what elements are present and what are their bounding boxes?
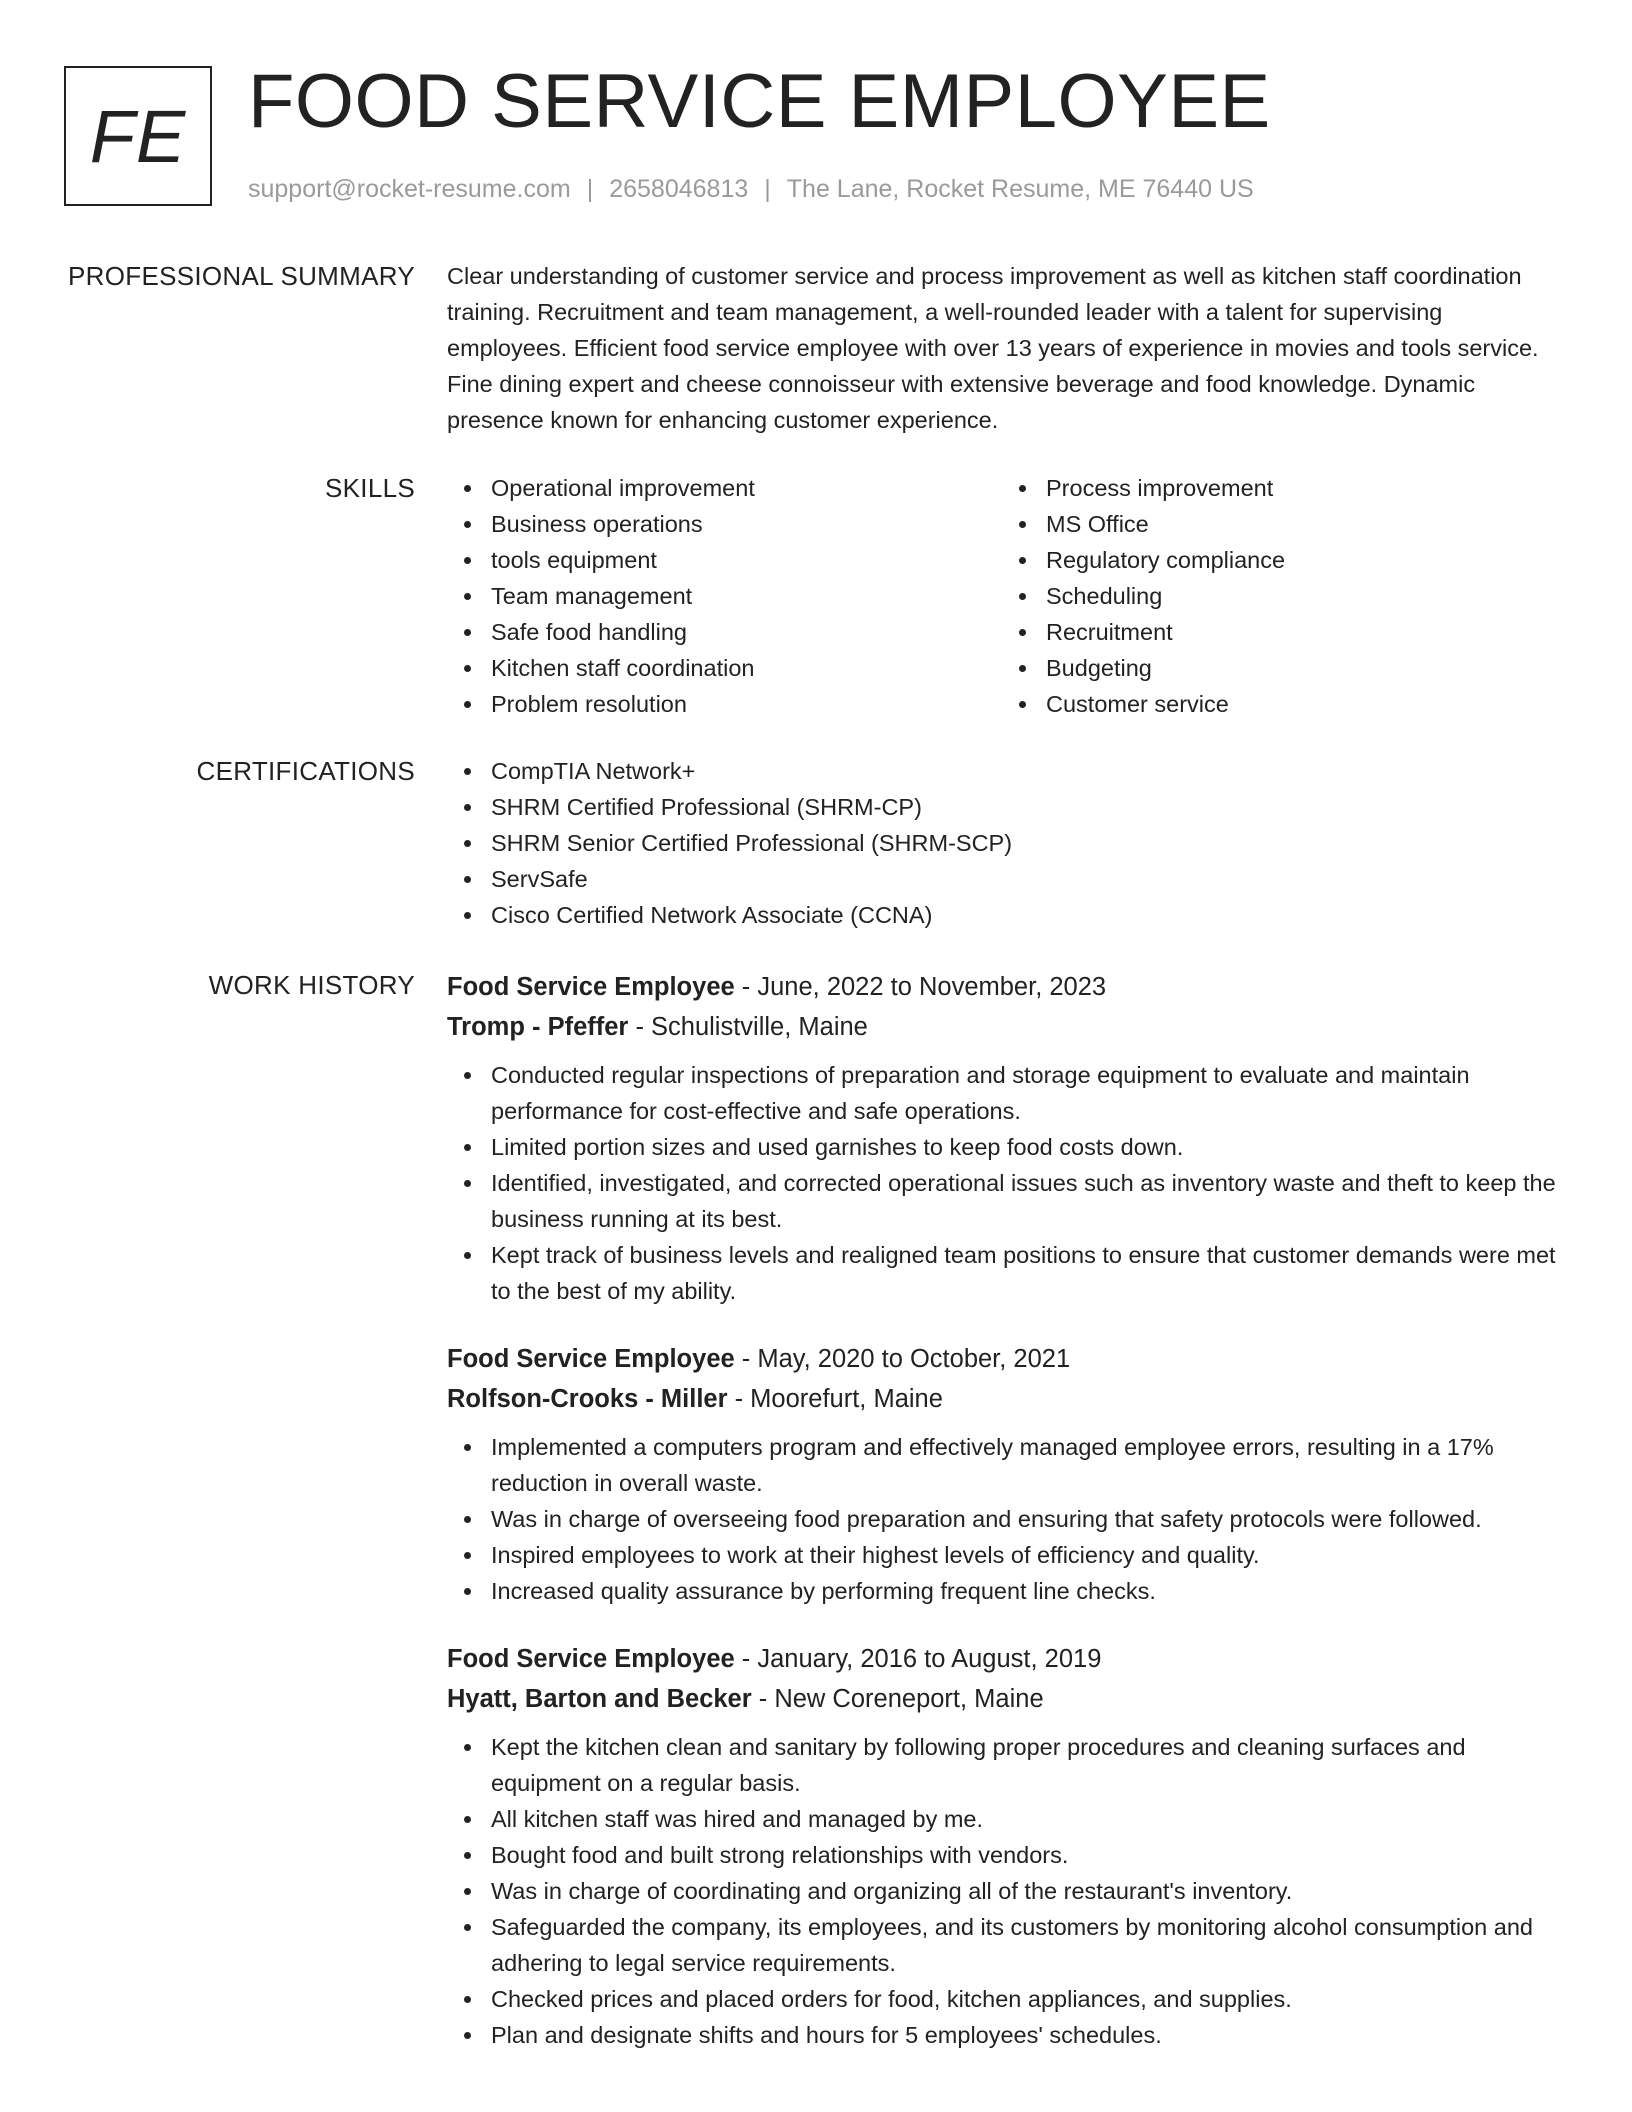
skill-item: Problem resolution	[491, 686, 1002, 722]
job-bullet: Identified, investigated, and corrected operational issues such as inventory waste and theft to keep the business running at its best.	[491, 1165, 1557, 1237]
job-title: Food Service Employee	[447, 973, 735, 1001]
job-company: Rolfson-Crooks - Miller	[447, 1385, 728, 1413]
work-history-list	[447, 967, 1557, 2053]
skill-item: Customer service	[1046, 686, 1557, 722]
skill-item: Recruitment	[1046, 614, 1557, 650]
job-bullet: Bought food and built strong relationships with vendors.	[491, 1837, 1557, 1873]
skill-item: Operational improvement	[491, 470, 1002, 506]
contact-email[interactable]: support@rocket-resume.com	[248, 175, 571, 203]
job-bullet: Was in charge of overseeing food preparation and ensuring that safety protocols were followed.	[491, 1501, 1557, 1537]
certifications-list	[447, 753, 1557, 933]
job-bullet: Inspired employees to work at their highest levels of efficiency and quality.	[491, 1537, 1557, 1573]
skill-item: Business operations	[491, 506, 1002, 542]
job-entry	[447, 967, 1557, 1309]
certification-item: Cisco Certified Network Associate (CCNA)	[491, 897, 1557, 933]
job-company-line	[447, 1379, 1557, 1419]
job-bullets	[447, 1729, 1557, 2053]
job-bullet: Checked prices and placed orders for food, kitchen appliances, and supplies.	[491, 1981, 1557, 2017]
job-location: - Moorefurt, Maine	[727, 1385, 943, 1413]
skill-item: Kitchen staff coordination	[491, 650, 1002, 686]
job-company-line	[447, 1007, 1557, 1047]
job-company: Tromp - Pfeffer	[447, 1013, 629, 1041]
job-entry	[447, 1339, 1557, 1609]
skill-item: Safe food handling	[491, 614, 1002, 650]
job-bullet: Implemented a computers program and effectively managed employee errors, resulting in a 17% reduction in overall waste.	[491, 1429, 1557, 1501]
job-bullet: Was in charge of coordinating and organizing all of the restaurant's inventory.	[491, 1873, 1557, 1909]
summary-heading: PROFESSIONAL SUMMARY	[68, 261, 415, 291]
job-title: Food Service Employee	[447, 1345, 735, 1373]
job-location: - Schulistville, Maine	[628, 1013, 868, 1041]
job-bullet: Plan and designate shifts and hours for 5 employees' schedules.	[491, 2017, 1557, 2053]
job-title-line	[447, 1339, 1557, 1379]
skill-item: Team management	[491, 578, 1002, 614]
skills-column-left	[447, 470, 1002, 722]
job-dates: - June, 2022 to November, 2023	[734, 973, 1107, 1001]
job-bullet: Safeguarded the company, its employees, and its customers by monitoring alcohol consumption and adhering to legal service requirements.	[491, 1909, 1557, 1981]
job-title-line	[447, 1639, 1557, 1679]
contact-separator: |	[586, 175, 594, 203]
job-title: Food Service Employee	[447, 1645, 735, 1673]
skill-item: MS Office	[1046, 506, 1557, 542]
monogram-logo: FE	[64, 66, 212, 206]
skills-column-right	[1002, 470, 1557, 722]
certification-item: SHRM Certified Professional (SHRM-CP)	[491, 789, 1557, 825]
contact-address: The Lane, Rocket Resume, ME 76440 US	[786, 175, 1254, 203]
job-bullet: Kept track of business levels and realigned team positions to ensure that customer demands were met to the best of my ability.	[491, 1237, 1557, 1309]
contact-line	[248, 172, 1254, 206]
job-bullet: Increased quality assurance by performing frequent line checks.	[491, 1573, 1557, 1609]
skills-heading: SKILLS	[325, 473, 415, 503]
contact-separator: |	[764, 175, 771, 203]
skill-item: Budgeting	[1046, 650, 1557, 686]
skill-item: Regulatory compliance	[1046, 542, 1557, 578]
skill-item: Scheduling	[1046, 578, 1557, 614]
work-history-heading: WORK HISTORY	[208, 970, 415, 1000]
job-bullet: Conducted regular inspections of preparation and storage equipment to evaluate and maintain performance for cost-effective and safe operations.	[491, 1057, 1557, 1129]
contact-phone[interactable]: 2658046813	[609, 175, 749, 203]
job-location: - New Coreneport, Maine	[751, 1685, 1044, 1713]
job-entry	[447, 1639, 1557, 2053]
job-dates: - January, 2016 to August, 2019	[734, 1645, 1102, 1673]
certification-item: SHRM Senior Certified Professional (SHRM-SCP)	[491, 825, 1557, 861]
skills-list	[447, 470, 1557, 722]
job-bullets	[447, 1057, 1557, 1309]
certifications-heading: CERTIFICATIONS	[196, 756, 415, 786]
job-bullet: All kitchen staff was hired and managed by me.	[491, 1801, 1557, 1837]
resume-title: FOOD SERVICE EMPLOYEE	[248, 59, 1271, 144]
job-bullet: Kept the kitchen clean and sanitary by following proper procedures and cleaning surfaces and equipment on a regular basis.	[491, 1729, 1557, 1801]
job-title-line	[447, 967, 1557, 1007]
skill-item: tools equipment	[491, 542, 1002, 578]
job-company-line	[447, 1679, 1557, 1719]
certification-item: ServSafe	[491, 861, 1557, 897]
summary-text: Clear understanding of customer service and process improvement as well as kitchen staff coordination training. Recruitment and team management, a well-rounded leader with a talent for supervising employees. Efficient food service employee with over 13 years of experience in movies and tools service. Fine dining expert and cheese connoisseur with extensive beverage and food knowledge. Dynamic presence known for enhancing customer experience.	[447, 263, 1539, 433]
job-dates: - May, 2020 to October, 2021	[734, 1345, 1071, 1373]
skill-item: Process improvement	[1046, 470, 1557, 506]
job-bullets	[447, 1429, 1557, 1609]
job-company: Hyatt, Barton and Becker	[447, 1685, 752, 1713]
certification-item: CompTIA Network+	[491, 753, 1557, 789]
job-bullet: Limited portion sizes and used garnishes to keep food costs down.	[491, 1129, 1557, 1165]
